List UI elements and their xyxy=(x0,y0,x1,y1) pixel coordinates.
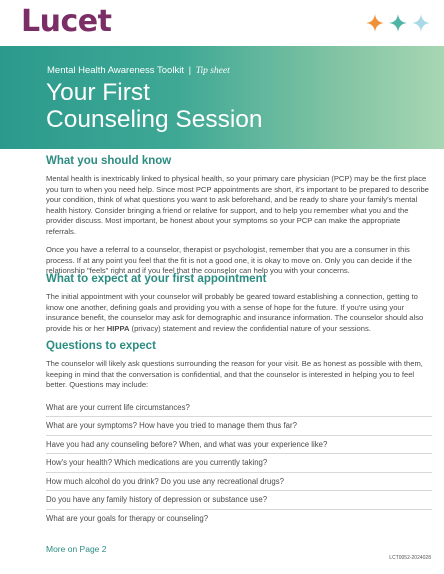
sparkle-teal-icon xyxy=(389,14,407,32)
section-heading: What to expect at your first appointment xyxy=(46,273,267,285)
more-on-page-link[interactable]: More on Page 2 xyxy=(46,544,107,554)
sparkle-orange-icon xyxy=(366,14,384,32)
banner-kicker xyxy=(47,65,230,76)
page-title xyxy=(46,79,263,133)
question-item: Do you have any family history of depression or substance use? xyxy=(46,490,432,509)
hippa-term: HIPPA xyxy=(106,323,130,333)
paragraph: Mental health is inextricably linked to physical health, so your primary care physician (PCP) may be the first place you turn to when you need help. Since most PCP appointments are short, it's important to be prepared to describe your condition, think of what questions you want to ask beforehand, and be ready to share your family's mental health history. Consider bringing a friend or relative for support, and to help you remember what you and the provider discuss. Most important, be honest about your symptoms so your PCP can make the appropriate referrals. xyxy=(46,174,429,236)
section-first-appointment xyxy=(46,273,432,342)
toolkit-name: Mental Health Awareness Toolkit xyxy=(47,65,184,76)
question-list xyxy=(46,399,432,528)
sparkle-decoration xyxy=(366,14,430,32)
question-item: How's your health? Which medications are you currently taking? xyxy=(46,453,432,472)
section-heading: What you should know xyxy=(46,155,172,167)
section-questions-to-expect xyxy=(46,340,432,527)
question-item: What are your symptoms? How have you tried to manage them thus far? xyxy=(46,416,432,435)
title-banner xyxy=(0,46,444,149)
document-code: LCT0052-2024028 xyxy=(389,555,431,561)
section-what-you-should-know xyxy=(46,155,432,285)
paragraph-text: The initial appointment with your counselor will probably be geared toward establishing a connection, getting to know one another, defining goals and providing you with a sense of hope for the future. If you're using your insurance benefit, the counselor may ask for demographic and insurance information. The counselor should also provide his or her xyxy=(46,292,424,333)
paragraph-text: (privacy) statement and review the confidential nature of your sessions. xyxy=(129,323,371,333)
paragraph xyxy=(46,292,432,334)
lucet-logo: Lucet xyxy=(21,4,112,39)
page-header xyxy=(0,0,444,46)
question-item: What are your current life circumstances? xyxy=(46,402,190,412)
paragraph: Once you have a referral to a counselor, therapist or psychologist, remember that you are a consumer in this process. If at any point you feel that the fit is not a good one, it is okay to move on. Only you can decide if the relationship "feels" right and if you feel that the counselor can help you with your concerns. xyxy=(46,245,412,275)
title-line-2: Counseling Session xyxy=(46,106,263,133)
question-item: Have you had any counseling before? When, and what was your experience like? xyxy=(46,435,432,454)
paragraph: The counselor will likely ask questions surrounding the reason for your visit. Be as honest as possible with them, keeping in mind that the conversation is confidential, and that the counselor is interested in helping you to feel better. Questions may include: xyxy=(46,359,423,389)
kicker-separator: | xyxy=(188,65,192,76)
section-heading: Questions to expect xyxy=(46,340,156,352)
question-item: What are your goals for therapy or counseling? xyxy=(46,509,432,528)
title-line-1: Your First xyxy=(46,79,150,106)
question-item: How much alcohol do you drink? Do you use any recreational drugs? xyxy=(46,472,432,491)
tip-sheet-label: Tip sheet xyxy=(195,66,230,76)
sparkle-light-blue-icon xyxy=(412,14,430,32)
